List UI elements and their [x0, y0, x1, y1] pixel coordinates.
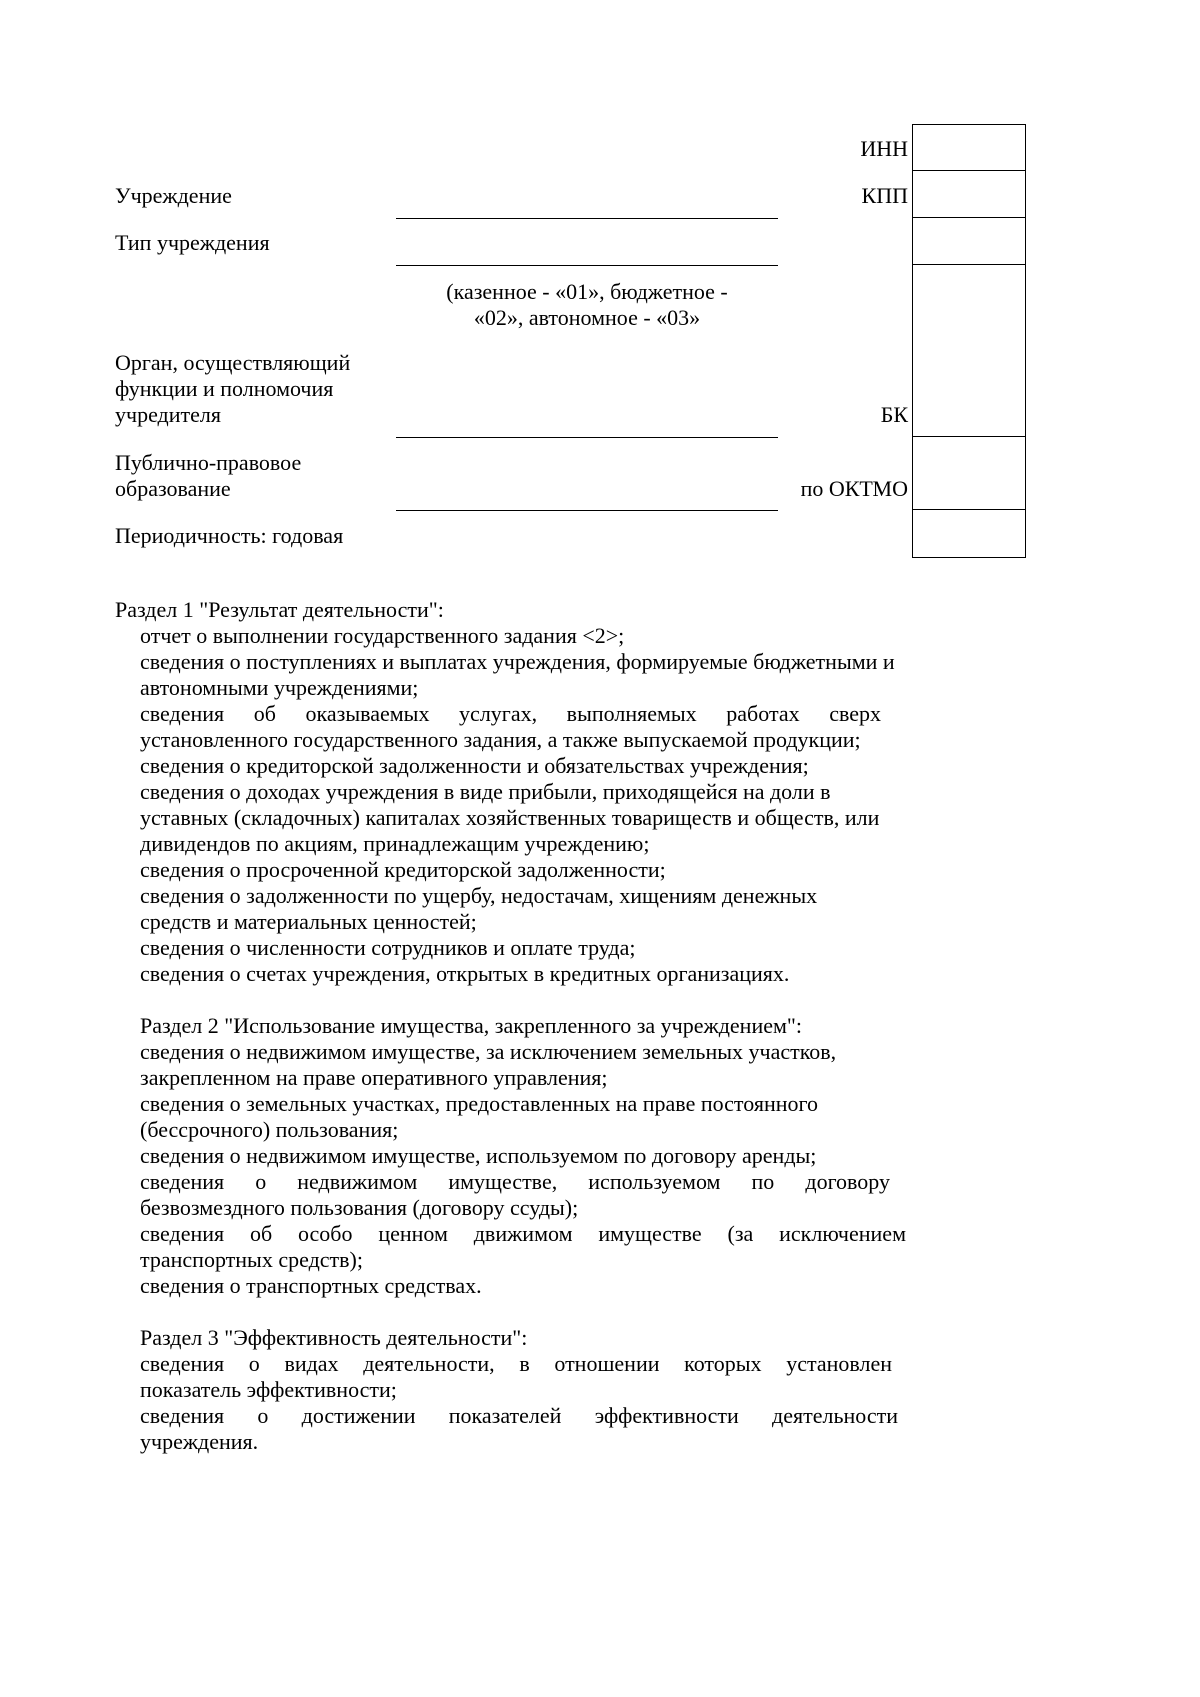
type-hint-line-1: (казенное - «01», бюджетное - — [446, 279, 728, 304]
section-1-line: уставных (складочных) капиталах хозяйственных товариществ и обществ, или — [140, 805, 880, 830]
section-1-line: установленного государственного задания, а также выпускаемой продукции; — [140, 727, 861, 752]
institution-underline — [396, 218, 778, 219]
section-3-line: сведения о видах деятельности, в отношении которых установлен — [140, 1351, 892, 1376]
section-3-line: учреждения. — [140, 1429, 259, 1454]
kpp-label: КПП — [861, 183, 908, 208]
periodicity-label: Периодичность: годовая — [115, 523, 344, 548]
inn-label: ИНН — [860, 136, 908, 161]
inn-code-box[interactable] — [912, 124, 1026, 171]
section-1-line: сведения о поступлениях и выплатах учреждения, формируемые бюджетными и — [140, 649, 895, 674]
section-1-line: дивидендов по акциям, принадлежащим учреждению; — [140, 831, 650, 856]
bk-code-box[interactable] — [912, 265, 1026, 437]
section-1-line: сведения о численности сотрудников и оплате труда; — [140, 935, 636, 960]
section-1-line: сведения о просроченной кредиторской задолженности; — [140, 857, 666, 882]
section-2-line: сведения о недвижимом имуществе, используемом по договору — [140, 1169, 890, 1194]
section-1-line: автономными учреждениями; — [140, 675, 419, 700]
section-3-line: показатель эффективности; — [140, 1377, 397, 1402]
section-3-title: Раздел 3 "Эффективность деятельности": — [140, 1325, 528, 1350]
section-2-line: (бессрочного) пользования; — [140, 1117, 399, 1142]
section-2-line: сведения об особо ценном движимом имуществе (за исключением — [140, 1221, 906, 1246]
section-1-line: сведения об оказываемых услугах, выполняемых работах сверх — [140, 701, 881, 726]
section-1-line: сведения о задолженности по ущербу, недостачам, хищениям денежных — [140, 883, 818, 908]
section-3-line: сведения о достижении показателей эффективности деятельности — [140, 1403, 898, 1428]
section-2-line: сведения о недвижимом имуществе, за исключением земельных участков, — [140, 1039, 837, 1064]
oktmo-label: по ОКТМО — [800, 476, 908, 501]
section-1-line: сведения о счетах учреждения, открытых в кредитных организациях. — [140, 961, 790, 986]
institution-type-label: Тип учреждения — [115, 230, 270, 255]
institution-label: Учреждение — [115, 183, 232, 208]
founder-underline — [396, 437, 778, 438]
section-2-line: сведения о транспортных средствах. — [140, 1273, 482, 1298]
oktmo-code-box[interactable] — [912, 437, 1026, 510]
section-2-line: закрепленном на праве оперативного управления; — [140, 1065, 608, 1090]
section-1-title: Раздел 1 "Результат деятельности": — [115, 597, 444, 622]
municipality-label-line-2: образование — [115, 476, 231, 501]
section-1-line: средств и материальных ценностей; — [140, 909, 477, 934]
section-1-line: отчет о выполнении государственного задания <2>; — [140, 623, 625, 648]
section-2-line: транспортных средств); — [140, 1247, 363, 1272]
bk-label: БК — [880, 402, 908, 427]
section-2-line: сведения о земельных участках, предоставленных на праве постоянного — [140, 1091, 818, 1116]
municipality-label-line-1: Публично-правовое — [115, 450, 302, 475]
founder-label-line-3: учредителя — [115, 402, 221, 427]
section-2-line: сведения о недвижимом имуществе, используемом по договору аренды; — [140, 1143, 817, 1168]
founder-label-line-2: функции и полномочия — [115, 376, 334, 401]
section-1-line: сведения о доходах учреждения в виде прибыли, приходящейся на доли в — [140, 779, 831, 804]
section-2-title: Раздел 2 "Использование имущества, закрепленного за учреждением": — [140, 1013, 802, 1038]
section-1-line: сведения о кредиторской задолженности и обязательствах учреждения; — [140, 753, 809, 778]
periodicity-code-box[interactable] — [912, 510, 1026, 558]
type-hint-line-2: «02», автономное - «03» — [473, 305, 701, 330]
municipality-underline — [396, 510, 778, 511]
type-code-box[interactable] — [912, 218, 1026, 265]
kpp-code-box[interactable] — [912, 171, 1026, 218]
section-2-line: безвозмездного пользования (договору ссуды); — [140, 1195, 579, 1220]
institution-type-underline — [396, 265, 778, 266]
founder-label-line-1: Орган, осуществляющий — [115, 350, 351, 375]
